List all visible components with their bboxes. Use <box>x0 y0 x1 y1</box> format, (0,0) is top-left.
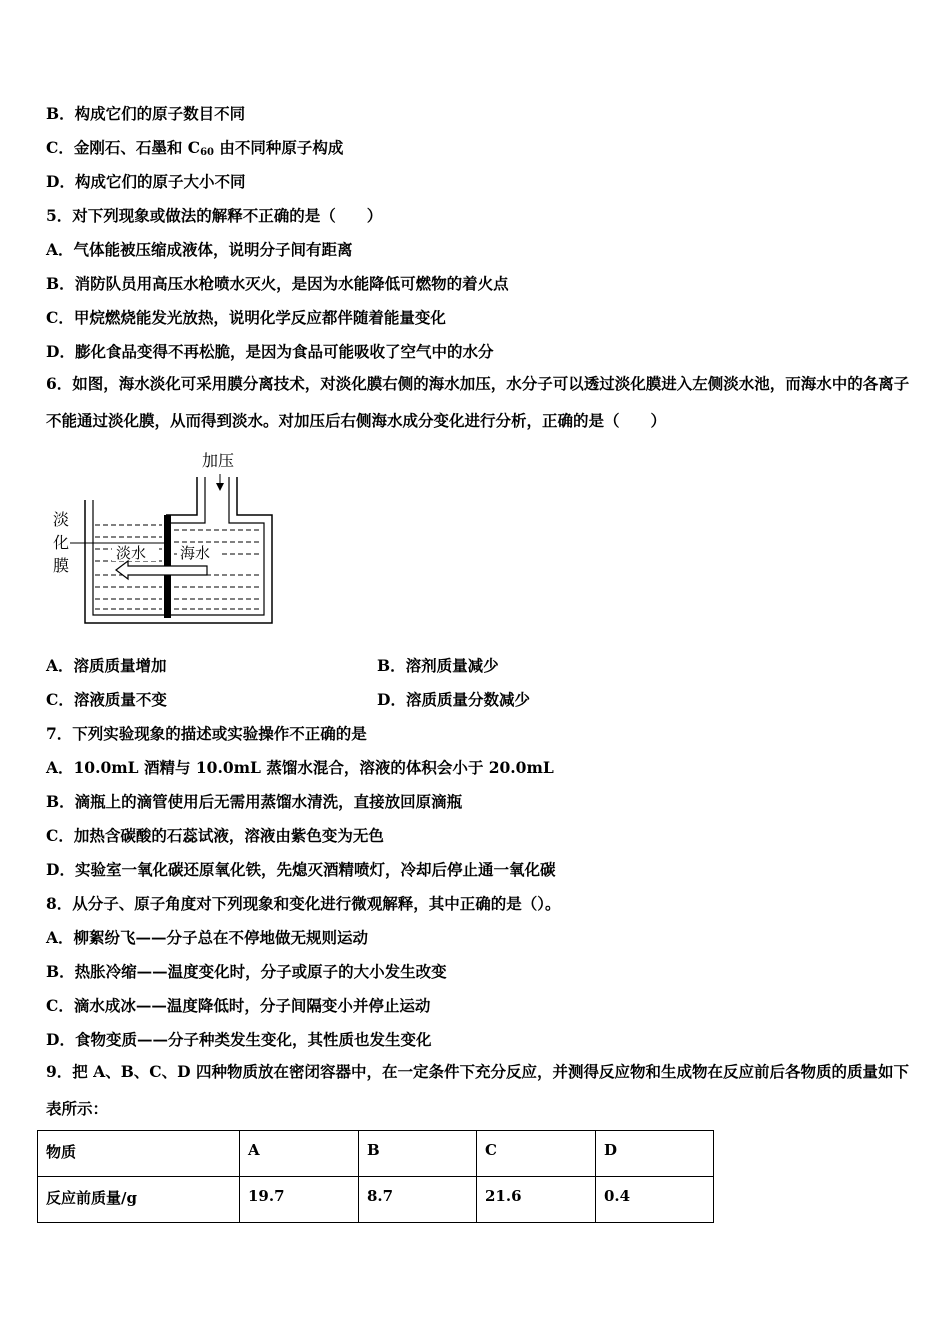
table-cell: 反应前质量/g <box>38 1177 240 1223</box>
q5-option-a: A．气体能被压缩成液体，说明分子间有距离 <box>46 240 353 259</box>
table-row <box>38 1177 714 1223</box>
question-5: 5．对下列现象或做法的解释不正确的是（ ） <box>46 206 383 225</box>
table-cell: D <box>596 1131 714 1177</box>
q4-option-c <box>46 136 343 158</box>
q8-option-b: B．热胀冷缩——温度变化时，分子或原子的大小发生改变 <box>46 962 447 981</box>
membrane-label-1: 淡 <box>53 510 70 529</box>
table-cell: 8.7 <box>359 1177 477 1223</box>
q4c-subscript: 60 <box>200 147 214 158</box>
question-6: 6．如图，海水淡化可采用膜分离技术，对淡化膜右侧的海水加压，水分子可以透过淡化膜进入左侧淡水池，而海水中的各离子不能通过淡化膜，从而得到淡水。对加压后右侧海水成分变化进行分析，正确的是（ ） <box>46 374 910 430</box>
membrane-diagram <box>40 445 280 630</box>
question-7: 7．下列实验现象的描述或实验操作不正确的是 <box>46 724 367 743</box>
q8-option-a: A．柳絮纷飞——分子总在不停地做无规则运动 <box>46 928 369 947</box>
membrane-label-2: 化 <box>53 533 70 552</box>
q4c-text-pre: C．金刚石、石墨和 C <box>46 138 201 157</box>
q8-option-c: C．滴水成冰——温度降低时，分子间隔变小并停止运动 <box>46 996 431 1015</box>
q6-option-a: A．溶质质量增加 <box>46 656 167 675</box>
q5-option-c: C．甲烷燃烧能发光放热，说明化学反应都伴随着能量变化 <box>46 308 446 327</box>
table-cell: 0.4 <box>596 1177 714 1223</box>
table-cell: B <box>359 1131 477 1177</box>
piston-left-inner <box>168 477 205 523</box>
pressure-label: 加压 <box>202 451 235 470</box>
table-header-row <box>38 1131 714 1177</box>
q6-option-b: B．溶剂质量减少 <box>377 656 499 675</box>
water-flow-arrow <box>116 561 207 579</box>
table-cell: C <box>477 1131 596 1177</box>
q4-option-d: D．构成它们的原子大小不同 <box>46 172 246 191</box>
q4-option-b: B．构成它们的原子数目不同 <box>46 104 246 123</box>
fresh-water-label: 淡水 <box>116 544 147 562</box>
sea-water-label: 海水 <box>180 544 211 562</box>
membrane-label-3: 膜 <box>53 556 70 575</box>
table-cell: 19.7 <box>240 1177 359 1223</box>
q6-option-c: C．溶液质量不变 <box>46 690 167 709</box>
q7-option-c: C．加热含碳酸的石蕊试液，溶液由紫色变为无色 <box>46 826 384 845</box>
mass-table <box>37 1130 714 1223</box>
table-cell: 21.6 <box>477 1177 596 1223</box>
q5-option-b: B．消防队员用高压水枪喷水灭火，是因为水能降低可燃物的着火点 <box>46 274 509 293</box>
piston-left-outer <box>166 477 197 515</box>
pressure-arrow-head <box>216 483 224 491</box>
q7-option-a: A．10.0mL 酒精与 10.0mL 蒸馏水混合，溶液的体积会小于 20.0mL <box>46 758 554 777</box>
q4c-text-post: 由不同种原子构成 <box>214 138 344 157</box>
q7-option-b: B．滴瓶上的滴管使用后无需用蒸馏水清洗，直接放回原滴瓶 <box>46 792 463 811</box>
q7-option-d: D．实验室一氧化碳还原氧化铁，先熄灭酒精喷灯，冷却后停止通一氧化碳 <box>46 860 556 879</box>
table-cell: A <box>240 1131 359 1177</box>
question-9: 9．把 A、B、C、D 四种物质放在密闭容器中，在一定条件下充分反应，并测得反应物和生成物在反应前后各物质的质量如下表所示： <box>46 1062 909 1118</box>
q5-option-d: D．膨化食品变得不再松脆，是因为食品可能吸收了空气中的水分 <box>46 342 494 361</box>
table-cell: 物质 <box>38 1131 240 1177</box>
q8-option-d: D．食物变质——分子种类发生变化，其性质也发生变化 <box>46 1030 432 1049</box>
q6-option-d: D．溶质质量分数减少 <box>377 690 530 709</box>
question-8: 8．从分子、原子角度对下列现象和变化进行微观解释，其中正确的是（）。 <box>46 894 561 913</box>
